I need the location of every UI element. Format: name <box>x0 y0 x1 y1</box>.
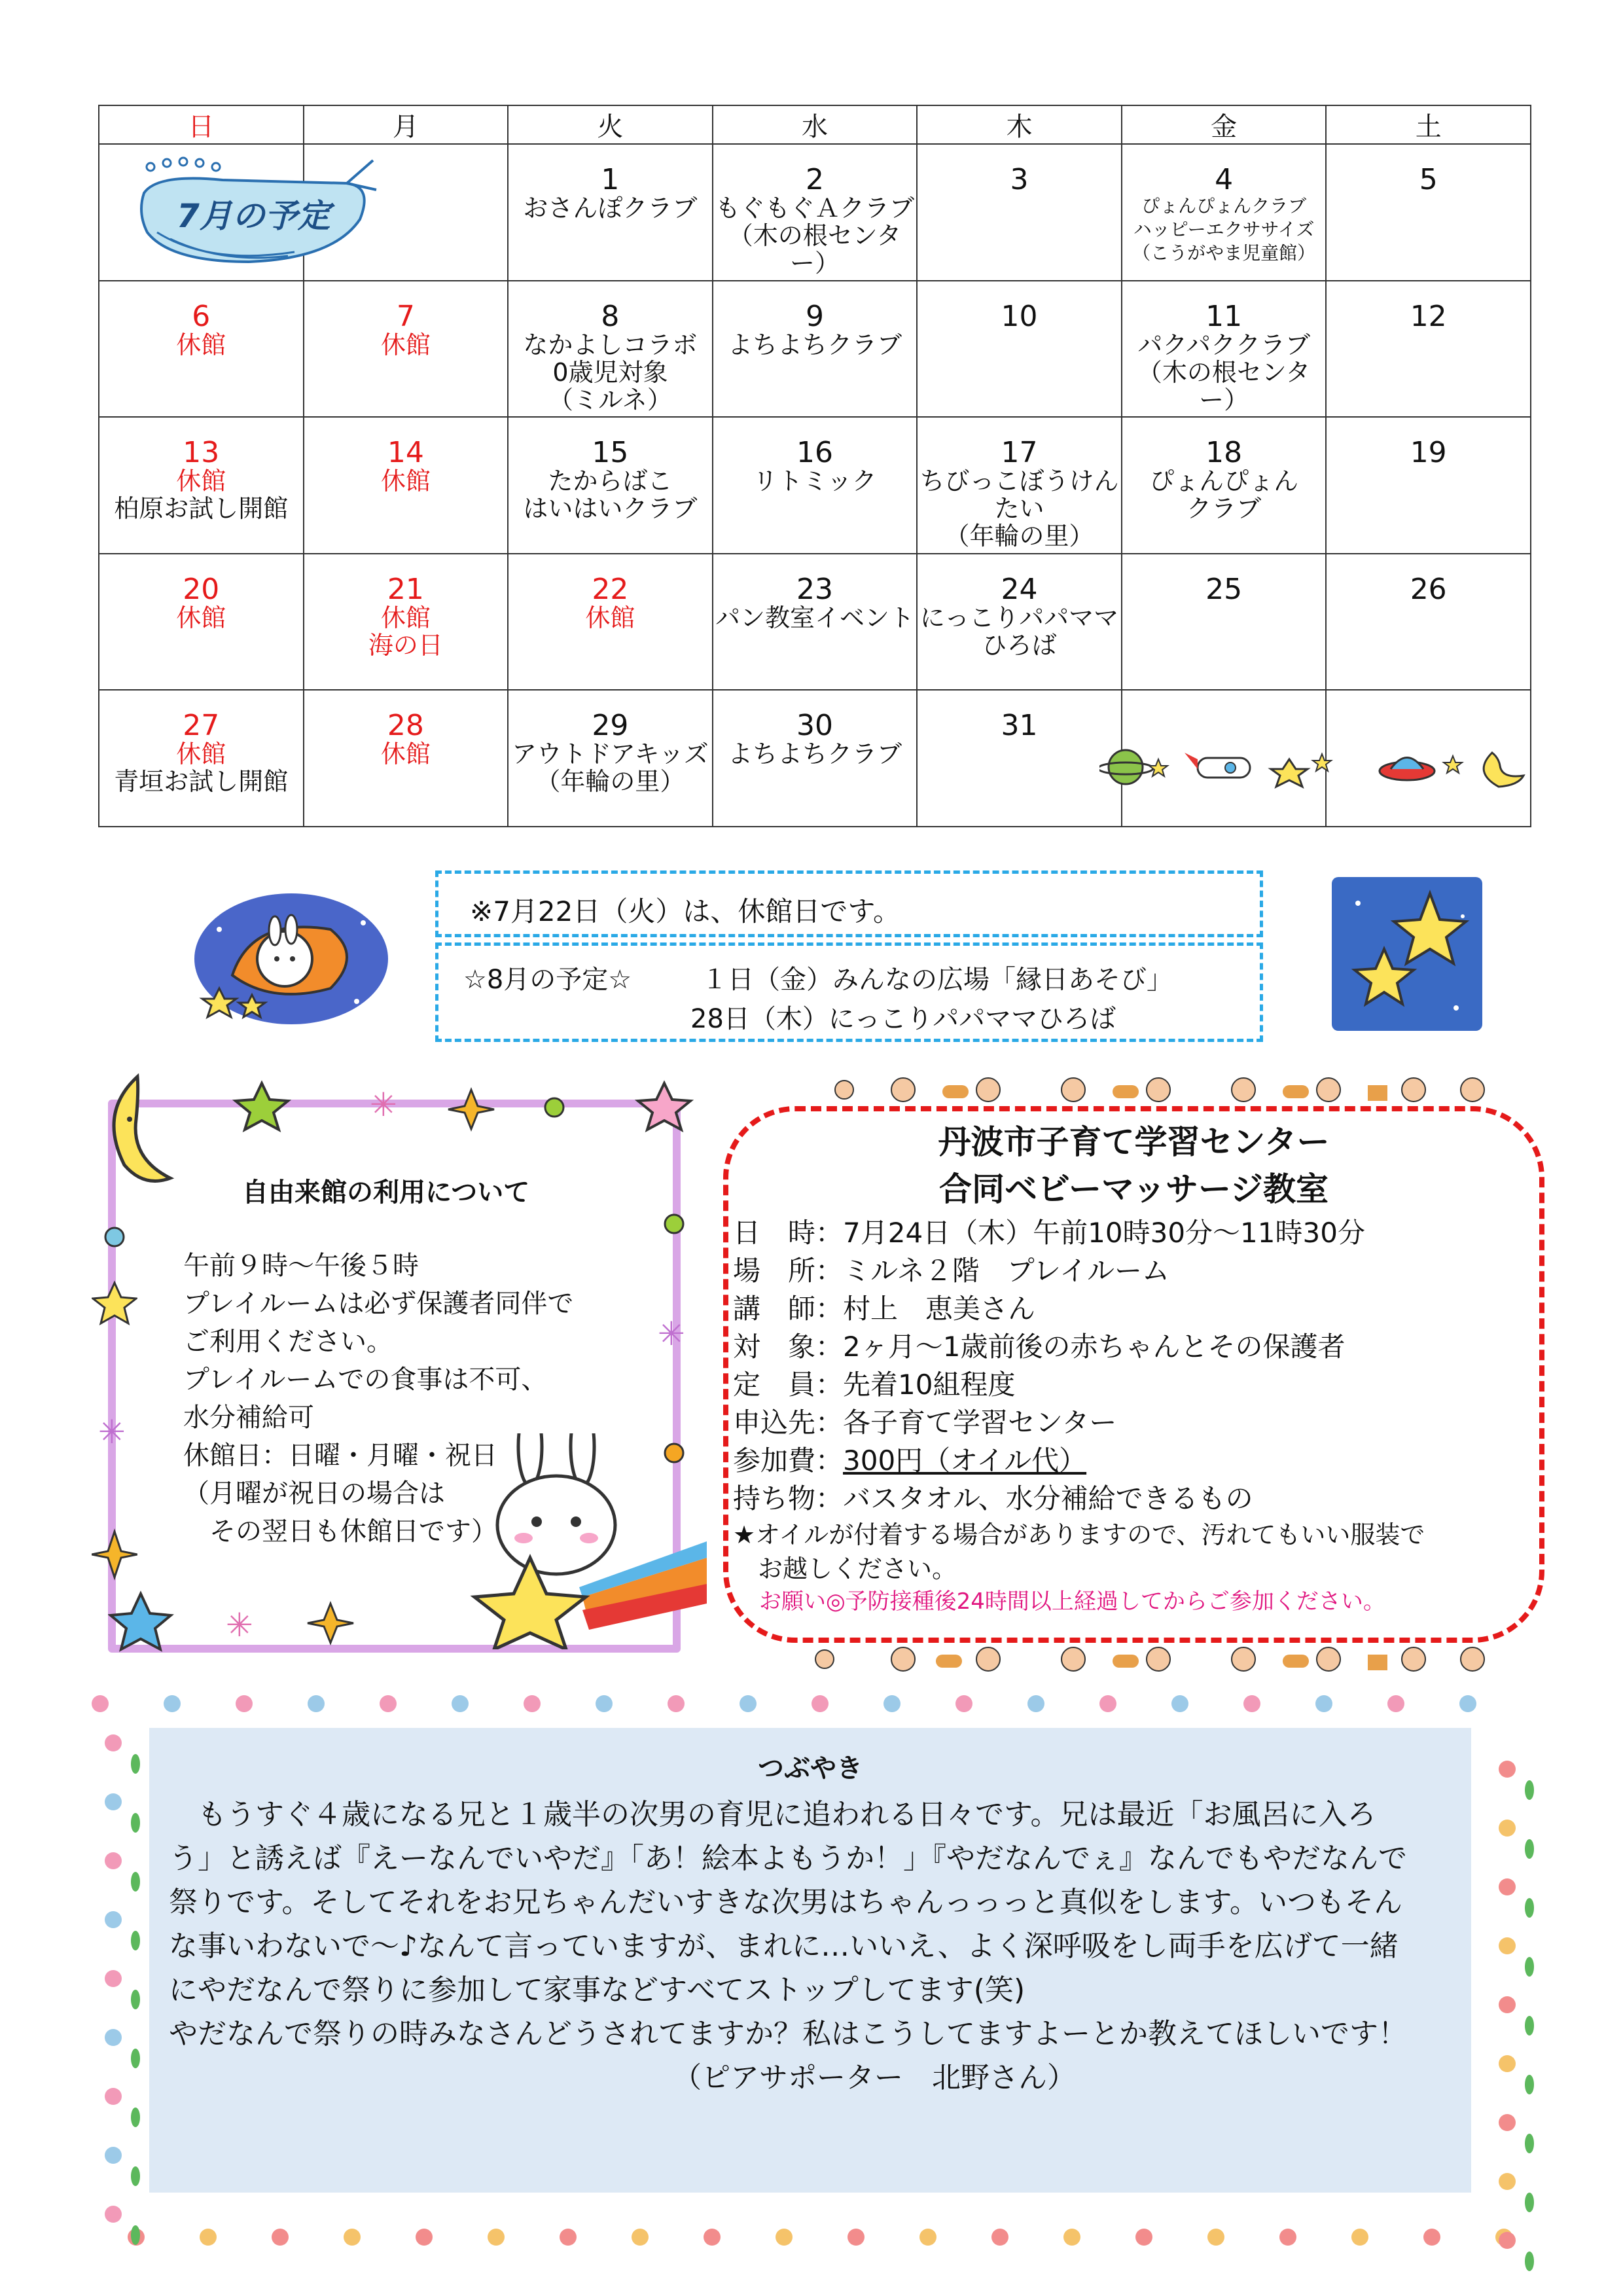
frame-decor-left <box>92 1224 137 1643</box>
leaf-icon <box>1525 2251 1534 2271</box>
tsubuyaki-box <box>149 1728 1471 2193</box>
babies-border-bottom <box>805 1636 1492 1682</box>
tsubuyaki-line: 祭りです。そしてそれをお兄ちゃんだいすきな次男はちゃんっっっと真似をします。いつもそん <box>169 1886 1402 1919</box>
day-extra-text: 柏原お試し開館 <box>114 494 289 524</box>
flower-icon <box>105 2029 122 2046</box>
august-item-2: 28日（木）にっこりパパママひろば <box>690 1004 1116 1034</box>
flower-icon <box>1499 2114 1516 2131</box>
day-event-text: アウトドアキッズ <box>512 740 709 769</box>
rabbit-star-icon <box>452 1433 713 1649</box>
flower-icon <box>105 2088 122 2105</box>
header-thu: 木 <box>917 105 1122 144</box>
day-event-text: 休館 <box>380 740 431 769</box>
day-number: 24 <box>1001 572 1038 606</box>
leaf-icon <box>131 1872 140 1892</box>
stars-icon <box>1332 877 1482 1031</box>
calendar-day-cell <box>713 281 918 418</box>
flower-icon <box>740 1695 757 1712</box>
calendar-week-row <box>99 417 1531 554</box>
fee-value: 300円（オイル代） <box>843 1444 1087 1477</box>
day-number: 22 <box>592 572 629 606</box>
day-number: 29 <box>592 709 629 743</box>
tsubuyaki-line: う」と誘えば『えーなんでいやだ』「あ！絵本よもうか！」『やだなんでぇ』なんでもやだなんで <box>169 1842 1407 1875</box>
calendar-day-cell <box>917 690 1122 827</box>
calendar-day-cell <box>1326 554 1531 691</box>
flower-icon <box>1387 1695 1404 1712</box>
day-number: 2 <box>805 163 824 196</box>
closed-notice-text: ※7月22日（火）は、休館日です。 <box>470 895 901 927</box>
massage-details <box>733 1214 1535 1442</box>
day-number: 11 <box>1205 299 1243 333</box>
free-visit-line: （月曜が祝日の場合は <box>183 1479 445 1509</box>
day-event-text: 休館 <box>380 330 431 359</box>
day-number: 23 <box>796 572 833 606</box>
calendar-day-cell <box>508 690 713 827</box>
ufo-icon <box>1380 758 1435 781</box>
day-number: 8 <box>601 299 620 333</box>
fee-label: 参加費： <box>733 1444 844 1477</box>
flower-icon <box>524 1695 541 1712</box>
massage-title-1: 丹波市子育て学習センター <box>938 1123 1330 1161</box>
rocket-rabbit-icon <box>193 890 389 1028</box>
calendar-day-cell <box>99 417 304 554</box>
calendar-day-cell <box>304 417 508 554</box>
day-event-text: 休館 <box>176 740 226 769</box>
leaf-icon <box>1525 1957 1534 1977</box>
day-number: 17 <box>1001 436 1038 470</box>
calendar-day-cell <box>508 554 713 691</box>
calendar-day-cell <box>304 690 508 827</box>
free-visit-line: 休館日：日曜・月曜・祝日 <box>183 1441 497 1471</box>
calendar-day-cell <box>713 554 918 691</box>
day-event-text: リトミック <box>753 467 877 496</box>
flower-icon <box>105 1970 122 1987</box>
leaf-icon <box>131 1754 140 1774</box>
flower-icon <box>1499 1937 1516 1954</box>
day-event-text: （年輪の里） <box>535 767 685 797</box>
day-event-text: （木の根センター） <box>728 221 902 278</box>
flower-icon <box>919 2229 936 2246</box>
calendar-day-cell <box>1326 144 1531 281</box>
calendar-day-cell <box>1122 554 1327 691</box>
calendar-day-cell <box>1122 144 1327 281</box>
day-event-text: おさんぽクラブ <box>523 194 698 223</box>
day-event-text: よちよちクラブ <box>727 740 902 769</box>
flower-icon <box>1099 1695 1116 1712</box>
day-event-small-text: ぴょんぴょんクラブ <box>1141 195 1307 217</box>
leaf-icon <box>131 1990 140 2009</box>
calendar-day-cell <box>917 144 1122 281</box>
flower-icon <box>105 1911 122 1928</box>
day-number: 21 <box>387 572 424 606</box>
badge-title: 7月の予定 <box>177 197 330 235</box>
star-icon <box>1271 759 1308 787</box>
day-event-text: パン教室イベント <box>715 603 914 632</box>
leaf-icon <box>131 2049 140 2068</box>
flower-icon <box>1499 1878 1516 1895</box>
leaf-icon <box>131 1931 140 1950</box>
day-number: 25 <box>1205 572 1243 606</box>
calendar-day-cell <box>917 417 1122 554</box>
flower-icon <box>1279 2229 1296 2246</box>
whale-badge <box>131 154 380 272</box>
leaf-icon <box>131 2166 140 2186</box>
massage-fee-row <box>733 1442 1535 1480</box>
day-number: 3 <box>1010 163 1029 196</box>
day-event-text: 休館 <box>380 467 431 496</box>
flower-icon <box>488 2229 505 2246</box>
calendar-day-cell <box>713 690 918 827</box>
day-number: 16 <box>796 436 833 470</box>
flower-icon <box>164 1695 181 1712</box>
calendar-day-cell <box>508 281 713 418</box>
day-number: 15 <box>592 436 629 470</box>
rocket-rabbit-illustration <box>193 890 389 1028</box>
massage-note-1: ★オイルが付着する場合がありますので、汚れてもいい服装で <box>733 1520 1425 1549</box>
leaf-icon <box>1525 1898 1534 1918</box>
frame-stars-top <box>229 1080 700 1132</box>
day-event-small-text: ハッピーエクササイズ <box>1133 219 1315 240</box>
moon-icon <box>98 1073 177 1191</box>
day-number: 14 <box>387 436 424 470</box>
calendar-day-cell <box>713 144 918 281</box>
day-number: 30 <box>796 709 833 743</box>
header-mon: 月 <box>304 105 508 144</box>
day-event-text: たい <box>994 494 1044 524</box>
day-number: 7 <box>396 299 415 333</box>
flower-icon <box>1423 2229 1440 2246</box>
leaf-icon <box>1525 1780 1534 1800</box>
calendar-day-cell <box>304 281 508 418</box>
tsubuyaki-title: つぶやき <box>758 1753 863 1784</box>
flower-icon <box>272 2229 289 2246</box>
closed-notice-box <box>435 870 1263 937</box>
svg-text:✳: ✳ <box>226 1606 253 1644</box>
day-event-text: なかよしコラボ <box>523 330 698 359</box>
flower-icon <box>308 1695 325 1712</box>
day-event-text: 休館 <box>176 467 226 496</box>
day-number: 5 <box>1419 163 1438 196</box>
header-sat: 土 <box>1326 105 1531 144</box>
calendar-day-cell <box>508 417 713 554</box>
day-number: 1 <box>601 163 620 196</box>
flower-icon <box>596 1695 613 1712</box>
flower-icon <box>1171 1695 1188 1712</box>
day-number: 20 <box>183 572 220 606</box>
august-item-1: １日（金）みんなの広場「縁日あそび」 <box>702 965 1173 995</box>
space-icons <box>1099 740 1531 792</box>
calendar-day-cell <box>99 554 304 691</box>
calendar-day-cell <box>1326 417 1531 554</box>
calendar-day-cell <box>1122 281 1327 418</box>
day-event-text: ひろば <box>982 630 1057 660</box>
massage-detail-row: 申込先：各子育て学習センター <box>733 1407 1117 1439</box>
massage-detail-row: 定 員：先着10組程度 <box>733 1369 1016 1401</box>
day-number: 10 <box>1001 299 1038 333</box>
leaf-icon <box>131 1813 140 1833</box>
flower-icon <box>416 2229 433 2246</box>
day-number: 18 <box>1205 436 1243 470</box>
calendar-day-cell <box>99 690 304 827</box>
leaf-icon <box>1525 1839 1534 1859</box>
day-number: 19 <box>1410 436 1447 470</box>
calendar-day-cell <box>917 554 1122 691</box>
massage-detail-row: 講 師：村上 恵美さん <box>733 1293 1036 1325</box>
calendar-day-cell <box>99 281 304 418</box>
day-event-text: 海の日 <box>368 630 443 660</box>
day-event-small-text: （こうがやま児童館） <box>1132 242 1316 264</box>
free-visit-line: その翌日も休館日です） <box>183 1516 497 1547</box>
flower-icon <box>236 1695 253 1712</box>
massage-title-2: 合同ベビーマッサージ教室 <box>939 1170 1329 1208</box>
day-event-text: たからばこ <box>548 467 673 496</box>
flower-icon <box>668 1695 685 1712</box>
calendar-week-row <box>99 554 1531 691</box>
calendar-day-cell <box>1326 281 1531 418</box>
calendar-day-cell <box>917 281 1122 418</box>
day-number: 28 <box>387 709 424 743</box>
flower-icon <box>1499 2232 1516 2249</box>
flower-icon <box>847 2229 865 2246</box>
flower-icon <box>105 2147 122 2164</box>
day-event-text: 休館 <box>176 603 226 632</box>
flower-icon <box>560 2229 577 2246</box>
calendar-day-cell <box>1122 417 1327 554</box>
flower-icon <box>380 1695 397 1712</box>
day-event-text: にっこりパパママ <box>919 603 1119 632</box>
day-number: 12 <box>1410 299 1447 333</box>
day-number: 26 <box>1410 572 1447 606</box>
massage-bring-row: 持ち物：バスタオル、水分補給できるもの <box>733 1482 1253 1515</box>
flower-icon <box>1315 1695 1332 1712</box>
day-event-text: よちよちクラブ <box>727 330 902 359</box>
flower-icon <box>955 1695 972 1712</box>
planet-icon <box>1109 750 1143 784</box>
day-event-text: 0歳児対象 <box>552 357 668 387</box>
header-sun: 日 <box>99 105 304 144</box>
calendar-day-cell <box>713 417 918 554</box>
flower-icon <box>632 2229 649 2246</box>
massage-request: お願い◎予防接種後24時間以上経過してからご参加ください。 <box>759 1588 1385 1615</box>
leaf-icon <box>1525 2193 1534 2212</box>
leaf-icon <box>1525 2075 1534 2094</box>
flower-icon <box>1459 1695 1476 1712</box>
flower-icon <box>812 1695 829 1712</box>
day-extra-text: 青垣お試し開館 <box>114 767 289 797</box>
flower-icon <box>1499 1996 1516 2013</box>
day-event-text: 休館 <box>176 330 226 359</box>
calendar-day-cell <box>508 144 713 281</box>
calendar-day-cell <box>304 554 508 691</box>
rocket-icon <box>1185 753 1250 778</box>
header-wed: 水 <box>713 105 918 144</box>
massage-detail-row: 対 象：2ヶ月～1歳前後の赤ちゃんとその保護者 <box>733 1331 1346 1363</box>
free-visit-line: 水分補給可 <box>183 1403 314 1433</box>
flower-icon <box>704 2229 721 2246</box>
free-visit-line: ご利用ください。 <box>183 1327 393 1357</box>
flower-icon <box>1027 1695 1044 1712</box>
calendar-header-row <box>99 105 1531 144</box>
day-number: 4 <box>1215 163 1234 196</box>
flower-icon <box>1135 2229 1152 2246</box>
day-event-text: （木の根センター） <box>1137 357 1311 414</box>
day-event-text: はいはいクラブ <box>523 494 698 524</box>
leaf-icon <box>1525 2134 1534 2153</box>
flower-icon <box>1499 2173 1516 2190</box>
massage-note-2: お越しください。 <box>733 1554 957 1583</box>
header-tue: 火 <box>508 105 713 144</box>
flower-icon <box>105 1793 122 1810</box>
flower-icon <box>200 2229 217 2246</box>
day-event-text: 休館 <box>585 603 635 632</box>
baby-massage-content <box>733 1116 1535 1617</box>
flower-icon <box>1499 1820 1516 1837</box>
stars-illustration <box>1332 877 1482 1031</box>
space-decoration <box>1099 740 1531 792</box>
massage-detail-row: 場 所：ミルネ２階 プレイルーム <box>733 1255 1169 1287</box>
leaf-icon <box>1525 2016 1534 2036</box>
svg-text:✳: ✳ <box>658 1315 685 1353</box>
header-fri: 金 <box>1122 105 1327 144</box>
day-number: 6 <box>192 299 211 333</box>
svg-text:✳: ✳ <box>370 1086 397 1124</box>
leaf-icon <box>131 2108 140 2127</box>
flower-icon <box>883 1695 901 1712</box>
flower-icon <box>991 2229 1008 2246</box>
free-visit-line: 午前９時～午後５時 <box>183 1251 419 1281</box>
day-event-text: もぐもぐＡクラブ <box>715 194 914 223</box>
svg-text:✳: ✳ <box>98 1413 126 1451</box>
tsubuyaki-line: な事いわないで～♪なんて言っていますが、まれに…いいえ、よく深呼吸をし両手を広げて一緒 <box>169 1929 1399 1963</box>
flower-icon <box>1499 2055 1516 2072</box>
tsubuyaki-signature: （ピアサポーター 北野さん） <box>673 2061 1076 2094</box>
leaf-icon <box>131 2225 140 2245</box>
tsubuyaki-body <box>149 1793 1471 2056</box>
free-visit-title: 自由来館の利用について <box>242 1177 530 1208</box>
flower-icon <box>344 2229 361 2246</box>
flower-icon <box>1351 2229 1368 2246</box>
flower-icon <box>1063 2229 1080 2246</box>
day-event-text: （ミルネ） <box>548 385 672 414</box>
flower-icon <box>776 2229 793 2246</box>
day-event-text: パクパククラブ <box>1137 330 1310 359</box>
august-label: ☆8月の予定☆ <box>463 965 632 995</box>
flower-icon <box>1499 1761 1516 1778</box>
flower-icon <box>105 1852 122 1869</box>
tsubuyaki-line: やだなんで祭りの時みなさんどうされてますか？私はこうしてますよーとか教えてほしいです！ <box>169 2017 1407 2051</box>
day-number: 9 <box>805 299 824 333</box>
rabbit-on-star-illustration <box>452 1433 713 1649</box>
day-event-text: ちびっこぼうけん <box>919 467 1119 496</box>
flower-icon <box>105 1734 122 1751</box>
day-event-text: （年輪の里） <box>944 522 1094 551</box>
august-schedule-box <box>435 942 1263 1042</box>
flower-icon <box>1207 2229 1224 2246</box>
day-event-text: 休館 <box>380 603 431 632</box>
calendar-week-row <box>99 281 1531 418</box>
tsubuyaki-line: にやだなんで祭りに参加して家事などすべてストップしてます(笑) <box>169 1973 1026 2007</box>
flower-icon <box>1243 1695 1260 1712</box>
day-number: 31 <box>1001 709 1038 743</box>
day-event-text: クラブ <box>1186 494 1262 524</box>
tsubuyaki-line: もうすぐ４歳になる兄と１歳半の次男の育児に追われる日々です。兄は最近「お風呂に入ろ <box>169 1798 1376 1831</box>
day-number: 27 <box>183 709 220 743</box>
flower-icon <box>452 1695 469 1712</box>
day-event-text: ぴょんぴょん <box>1149 467 1299 496</box>
day-number: 13 <box>183 436 220 470</box>
free-visit-line: プレイルームは必ず保護者同伴で <box>183 1289 574 1319</box>
flower-icon <box>92 1695 109 1712</box>
moon-icon <box>1484 753 1524 787</box>
free-visit-line: プレイルームでの食事は不可、 <box>183 1365 548 1395</box>
frame-stars-bottom <box>108 1590 474 1656</box>
massage-detail-row: 日 時：7月24日（木）午前10時30分～11時30分 <box>733 1217 1365 1249</box>
flower-icon <box>105 2206 122 2223</box>
